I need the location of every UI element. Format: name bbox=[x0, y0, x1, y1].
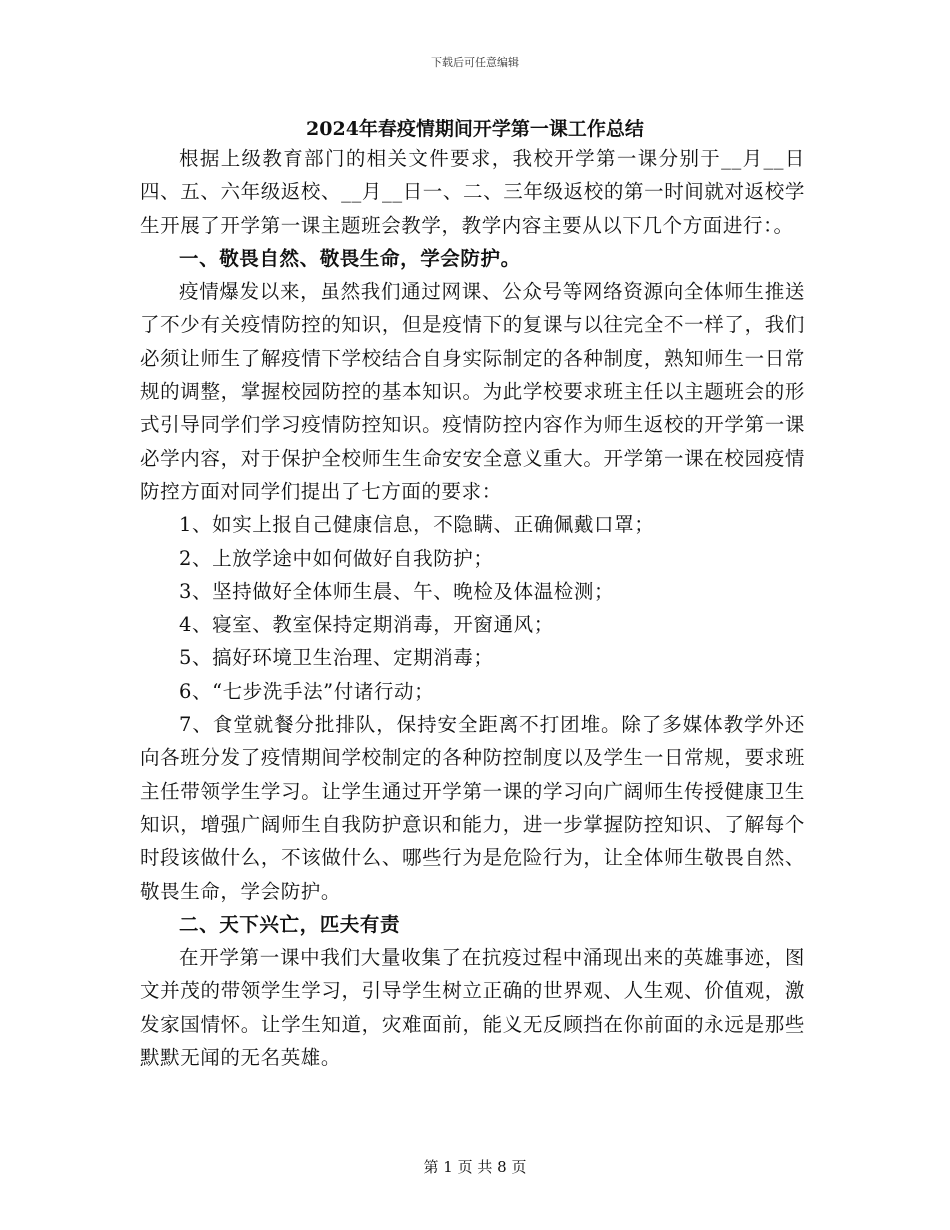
list-item-3: 3、坚持做好全体师生晨、午、晚检及体温检测； bbox=[179, 579, 615, 603]
list-item-2: 2、上放学途中如何做好自我防护； bbox=[179, 546, 494, 570]
list-item-6: 6、“七步洗手法”付诸行动； bbox=[179, 679, 435, 703]
document-body bbox=[140, 142, 805, 1074]
section-heading-1: 一、敬畏自然、敬畏生命，学会防护。 bbox=[179, 246, 521, 270]
section-heading-2: 二、天下兴亡，匹夫有责 bbox=[179, 912, 401, 936]
list-item-5: 5、搞好环境卫生治理、定期消毒； bbox=[179, 646, 494, 670]
document-title: 2024年春疫情期间开学第一课工作总结 bbox=[306, 118, 644, 140]
list-item-1: 1、如实上报自己健康信息，不隐瞒、正确佩戴口罩； bbox=[179, 513, 655, 537]
list-item-4: 4、寝室、教室保持定期消毒，开窗通风； bbox=[179, 613, 554, 637]
page-number: 第 1 页 共 8 页 bbox=[423, 1158, 527, 1176]
section-1-paragraph: 疫情爆发以来，虽然我们通过网课、公众号等网络资源向全体师生推送了不少有关疫情防控的知识，但是疫情下的复课与以往完全不一样了，我们必须让师生了解疫情下学校结合自身实际制定的各种制度，熟知师生一日常规的调整，掌握校园防控的基本知识。为此学校要求班主任以主题班会的形式引导同学们学习疫情防控知识。疫情防控内容作为师生返校的开学第一课必学内容，对于保护全校师生生命安安全意义重大。开学第一课在校园疫情防控方面对同学们提出了七方面的要求： bbox=[140, 280, 805, 503]
intro-paragraph: 根据上级教育部门的相关文件要求，我校开学第一课分别于__月__日四、五、六年级返校、__月__日一、二、三年级返校的第一时间就对返校学生开展了开学第一课主题班会教学，教学内容主要从以下几个方面进行：。 bbox=[140, 147, 805, 237]
list-item-7: 7、食堂就餐分批排队，保持安全距离不打团堆。除了多媒体教学外还向各班分发了疫情期间学校制定的各种防控制度以及学生一日常规，要求班主任带领学生学习。让学生通过开学第一课的学习向广阔师生传授健康卫生知识，增强广阔师生自我防护意识和能力，进一步掌握防控知识、了解每个时段该做什么，不该做什么、哪些行为是危险行为，让全体师生敬畏自然、敬畏生命，学会防护。 bbox=[140, 713, 805, 903]
section-2-paragraph: 在开学第一课中我们大量收集了在抗疫过程中涌现出来的英雄事迹，图文并茂的带领学生学习，引导学生树立正确的世界观、人生观、价值观，激发家国情怀。让学生知道，灾难面前，能义无反顾挡在你前面的永远是那些默默无闻的无名英雄。 bbox=[140, 946, 805, 1070]
header-note: 下载后可任意编辑 bbox=[431, 56, 519, 69]
